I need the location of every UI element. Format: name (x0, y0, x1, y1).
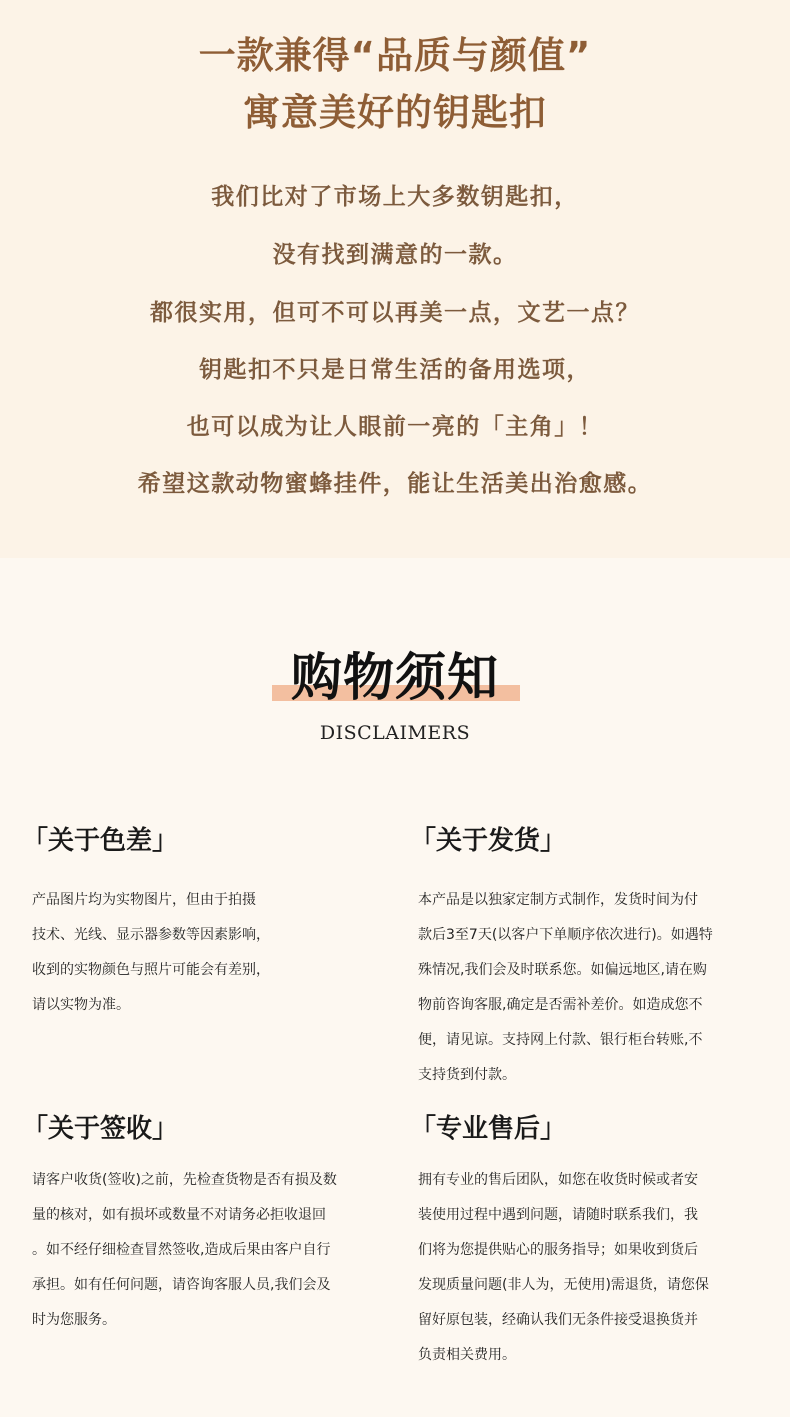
receiving-title: 「关于签收」 (22, 1114, 179, 1144)
text-line: 时为您服务。 (32, 1312, 116, 1328)
text-line: 产品图片均为实物图片，但由于拍摄 (32, 892, 256, 908)
text-line: 负责相关费用。 (418, 1347, 516, 1363)
shipping-title: 「关于发货」 (410, 826, 567, 856)
headline-line-1: 一款兼得“品质与颜值” (198, 34, 592, 77)
text-line: 拥有专业的售后团队，如您在收货时候或者安 (418, 1172, 698, 1188)
shopping-notice-section (0, 558, 790, 1417)
after-sales-text (418, 1163, 709, 1373)
text-line: 殊情况,我们会及时联系您。如偏远地区,请在购 (418, 962, 707, 978)
text-line: 物前咨询客服,确定是否需补差价。如造成您不 (418, 997, 703, 1013)
notice-subtitle: DISCLAIMERS (319, 722, 471, 744)
text-line: 留好原包装，经确认我们无条件接受退换货并 (418, 1312, 698, 1328)
intro-line: 钥匙扣不只是日常生活的备用选项， (199, 357, 591, 383)
intro-line: 也可以成为让人眼前一亮的「主角」！ (186, 414, 604, 440)
shipping-text (418, 883, 713, 1093)
text-line: 本产品是以独家定制方式制作，发货时间为付 (418, 892, 698, 908)
intro-line: 希望这款动物蜜蜂挂件，能让生活美出治愈感。 (137, 471, 653, 497)
text-line: 承担。如有任何问题，请咨询客服人员,我们会及 (32, 1277, 331, 1293)
text-line: 便，请见谅。支持网上付款、银行柜台转账,不 (418, 1032, 703, 1048)
text-line: 们将为您提供贴心的服务指导；如果收到货后 (418, 1242, 698, 1258)
text-line: 支持货到付款。 (418, 1067, 516, 1083)
intro-line: 我们比对了市场上大多数钥匙扣， (211, 184, 579, 210)
headline-line-2: 寓意美好的钥匙扣 (243, 91, 547, 134)
text-line: 。如不经仔细检查冒然签收,造成后果由客户自行 (32, 1242, 331, 1258)
intro-line: 都很实用，但可不可以再美一点，文艺一点？ (150, 300, 640, 326)
text-line: 收到的实物颜色与照片可能会有差别， (32, 962, 270, 978)
intro-line: 没有找到满意的一款。 (272, 242, 518, 268)
text-line: 装使用过程中遇到问题，请随时联系我们，我 (418, 1207, 698, 1223)
color-difference-text (32, 883, 270, 1023)
text-line: 款后3至7天(以客户下单顺序依次进行)。如遇特 (418, 927, 713, 943)
text-line: 量的核对，如有损坏或数量不对请务必拒收退回 (32, 1207, 326, 1223)
text-line: 发现质量问题(非人为，无使用)需退货，请您保 (418, 1277, 709, 1293)
intro-section (0, 0, 790, 558)
color-difference-title: 「关于色差」 (22, 826, 179, 856)
after-sales-title: 「专业售后」 (410, 1114, 567, 1144)
notice-title: 购物须知 (290, 648, 499, 708)
text-line: 请以实物为准。 (32, 997, 130, 1013)
text-line: 技术、光线、显示器参数等因素影响， (32, 927, 270, 943)
receiving-text (32, 1163, 337, 1338)
text-line: 请客户收货(签收)之前，先检查货物是否有损及数 (32, 1172, 337, 1188)
